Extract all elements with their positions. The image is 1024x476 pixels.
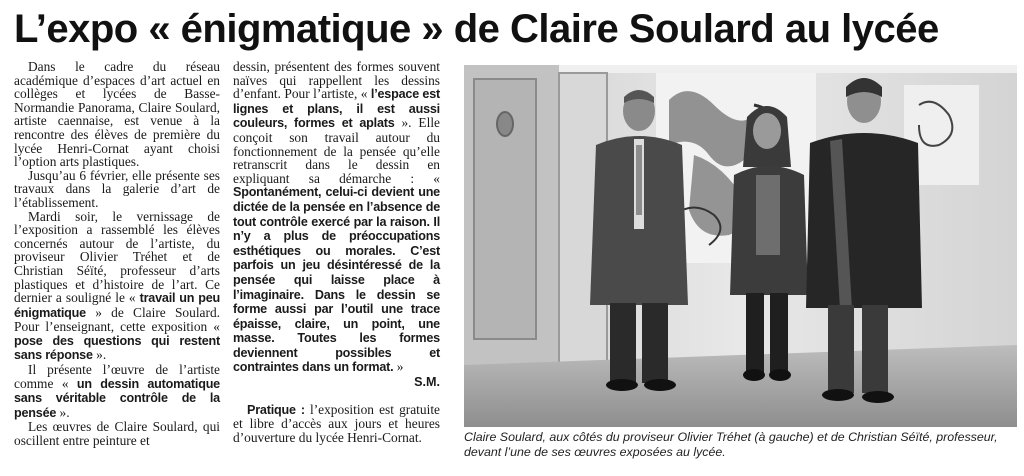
article-headline: L’expo « énigmatique » de Claire Soulard au lycée <box>14 7 939 51</box>
paragraph-dates: Jusqu’au 6 février, elle présente ses travaux dans la galerie d’art de l’établissement. <box>14 167 220 210</box>
quote-demarche: Spontanément, celui-ci devient une dictée de la pensée en l’absence de tout contrôle exercé par la raison. Il n’y a plus de préoccupations esthétiques ou morales. C’est parfois un jeu désintéressé de la pensée qui laisse place à l’imaginaire. Dans le dessin se forme aussi par l’outil une trace épaisse, claire, un point, une masse. Toutes les formes deviennent possibles et contraintes dans un format. <box>233 185 440 375</box>
paragraph-oeuvre: Il présente l’œuvre de l’artiste comme « un dessin automatique sans véritable contrôle de la pensée ». <box>14 362 220 420</box>
quote-espace: l’espace est lignes et plans, il est aussi couleurs, formes et aplats <box>233 87 440 131</box>
paragraph-artiste: dessin, présentent des formes souvent naïves qui rappellent les dessins d’enfant. Pour l’artiste, « l’espace est lignes et plans, il est aussi couleurs, formes et aplats ». Elle conçoit son travail autour du fonctionnement de la pensée qu’elle retranscrit dans le dessin en expliquant sa démarche : « Spontanément, celui-ci devient une dictée de la pensée en l’absence de tout contrôle exercé par la raison. Il n’y a plus de préoccupations esthétiques ou morales. C’est parfois un jeu désintéressé de la pensée qui laisse place à l’imaginaire. Dans le dessin se forme aussi par l’outil une trace épaisse, claire, un point, une masse. Toutes les formes deviennent possibles et contraintes dans un format. » <box>233 59 440 375</box>
article-column-2 <box>233 60 440 444</box>
paragraph-pratique: Pratique : l’exposition est gratuite et libre d’accès aux jours et heures d’ouverture du lycée Henri-Cornat. <box>233 401 440 445</box>
article-column-1 <box>14 60 220 448</box>
photo-illustration <box>464 65 1017 427</box>
exhibition-photo <box>464 65 1017 427</box>
author-signature: S.M. <box>414 375 440 390</box>
paragraph-vernissage: Mardi soir, le vernissage de l’exposition a rassemblé les élèves concernés autour de l’artiste, du proviseur Olivier Tréhet et de Christian Séïté, professeur d’arts plastiques et d’histoire de l’art. Ce dernier a souligné le « travail un peu énigmatique » de Claire Soulard. Pour l’enseignant, cette exposition « pose des questions qui restent sans réponse ». <box>14 208 220 363</box>
paragraph-intro: Dans le cadre du réseau académique d’espaces d’art actuel en collèges et lycées de Basse-Normandie Panorama, Claire Soulard, artiste caennaise, est venue à la rencontre des élèves de première du lycée Henri-Cornat ayant choisi l’option arts plastiques. <box>14 59 220 170</box>
quote-enigmatique: travail un peu énigmatique <box>14 291 220 320</box>
pratique-label: Pratique : <box>247 402 305 417</box>
quote-questions: pose des questions qui restent sans réponse <box>14 333 220 363</box>
quote-dessin-automatique: un dessin automatique sans véritable contrôle de la pensée <box>14 376 220 420</box>
photo-caption: Claire Soulard, aux côtés du proviseur Olivier Tréhet (à gauche) et de Christian Séïté, professeur, devant l’une de ses œuvres exposées au lycée. <box>464 430 998 459</box>
door-porthole <box>497 112 513 136</box>
paragraph-oeuvres-start: Les œuvres de Claire Soulard, qui oscillent entre peinture et <box>14 419 220 449</box>
